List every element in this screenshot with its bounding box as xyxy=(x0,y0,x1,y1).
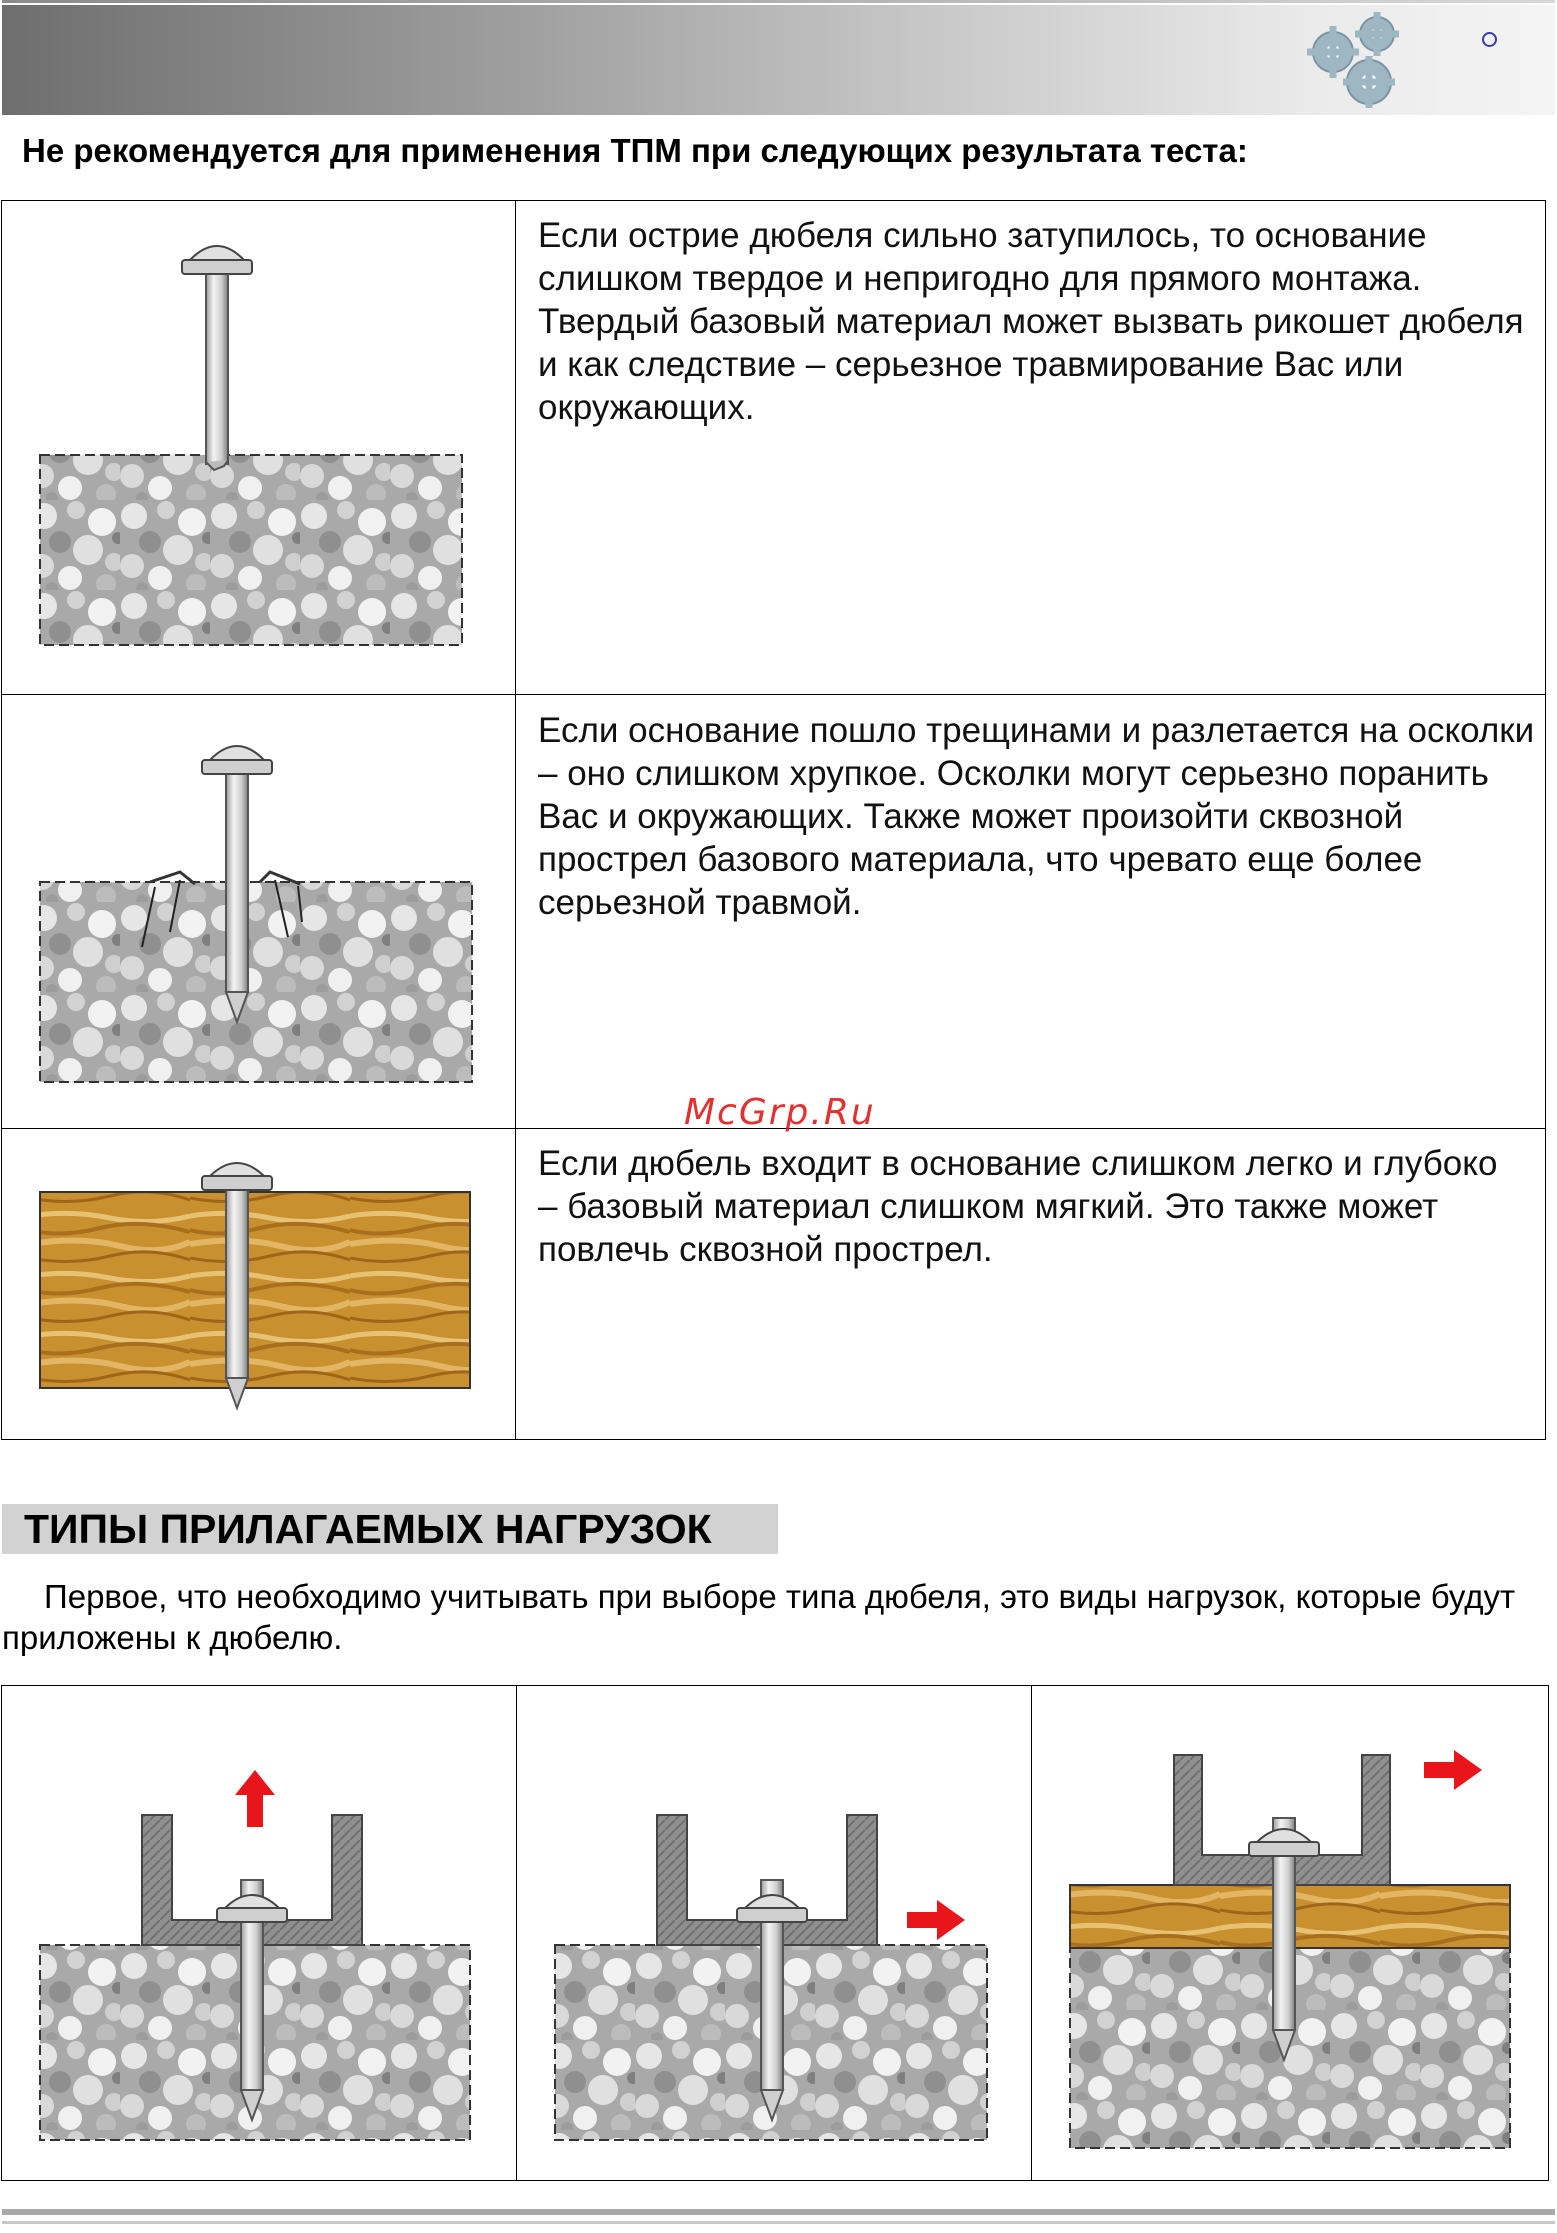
loads-intro-text: Первое, что необходимо учитывать при выборе типа дюбеля, это виды нагрузок, которые будут приложены к дюбелю. xyxy=(2,1578,1516,1656)
warning-section-title: Не рекомендуется для применения ТПМ при следующих результата теста: xyxy=(22,132,1248,169)
row-2-text: Если основание пошло трещинами и разлетается на осколки – оно слишком хрупкое. Осколки могут серьезно поранить Вас и окружающих. Также может произойти сквозной прострел базового материала, что чревато еще более серьезной травмой. xyxy=(538,711,1535,922)
table-divider xyxy=(1031,1685,1032,2181)
table-divider xyxy=(1,694,1546,695)
footer-rule xyxy=(2,2221,1555,2224)
watermark: McGrp.Ru xyxy=(684,1092,876,1133)
shear-load-illustration xyxy=(545,1770,1005,2150)
soft-base-illustration xyxy=(30,1148,480,1418)
header-ring-marker xyxy=(1482,32,1497,47)
row-1-text: Если острие дюбеля сильно затупилось, то основание слишком твердое и непригодно для прямого монтажа. Твердый базовый материал может вызвать рикошет дюбеля и как следствие – серьезное травмирование Вас или окружающих. xyxy=(538,216,1524,427)
blunt-nail-illustration xyxy=(30,230,480,660)
table-divider xyxy=(516,1685,517,2181)
gears-icon xyxy=(1305,12,1425,112)
loads-section-title: ТИПЫ ПРИЛАГАЕМЫХ НАГРУЗОК xyxy=(2,1504,778,1554)
row-3-text: Если дюбель входит в основание слишком легко и глубоко – базовый материал слишком мягкий. Это также может повлечь сквозной прострел. xyxy=(538,1144,1498,1269)
cracked-base-illustration xyxy=(30,722,480,1092)
shear-load-wood-illustration xyxy=(1060,1740,1530,2160)
tension-load-illustration xyxy=(30,1770,480,2150)
footer-rule xyxy=(2,2209,1555,2215)
table-divider xyxy=(515,200,516,1440)
